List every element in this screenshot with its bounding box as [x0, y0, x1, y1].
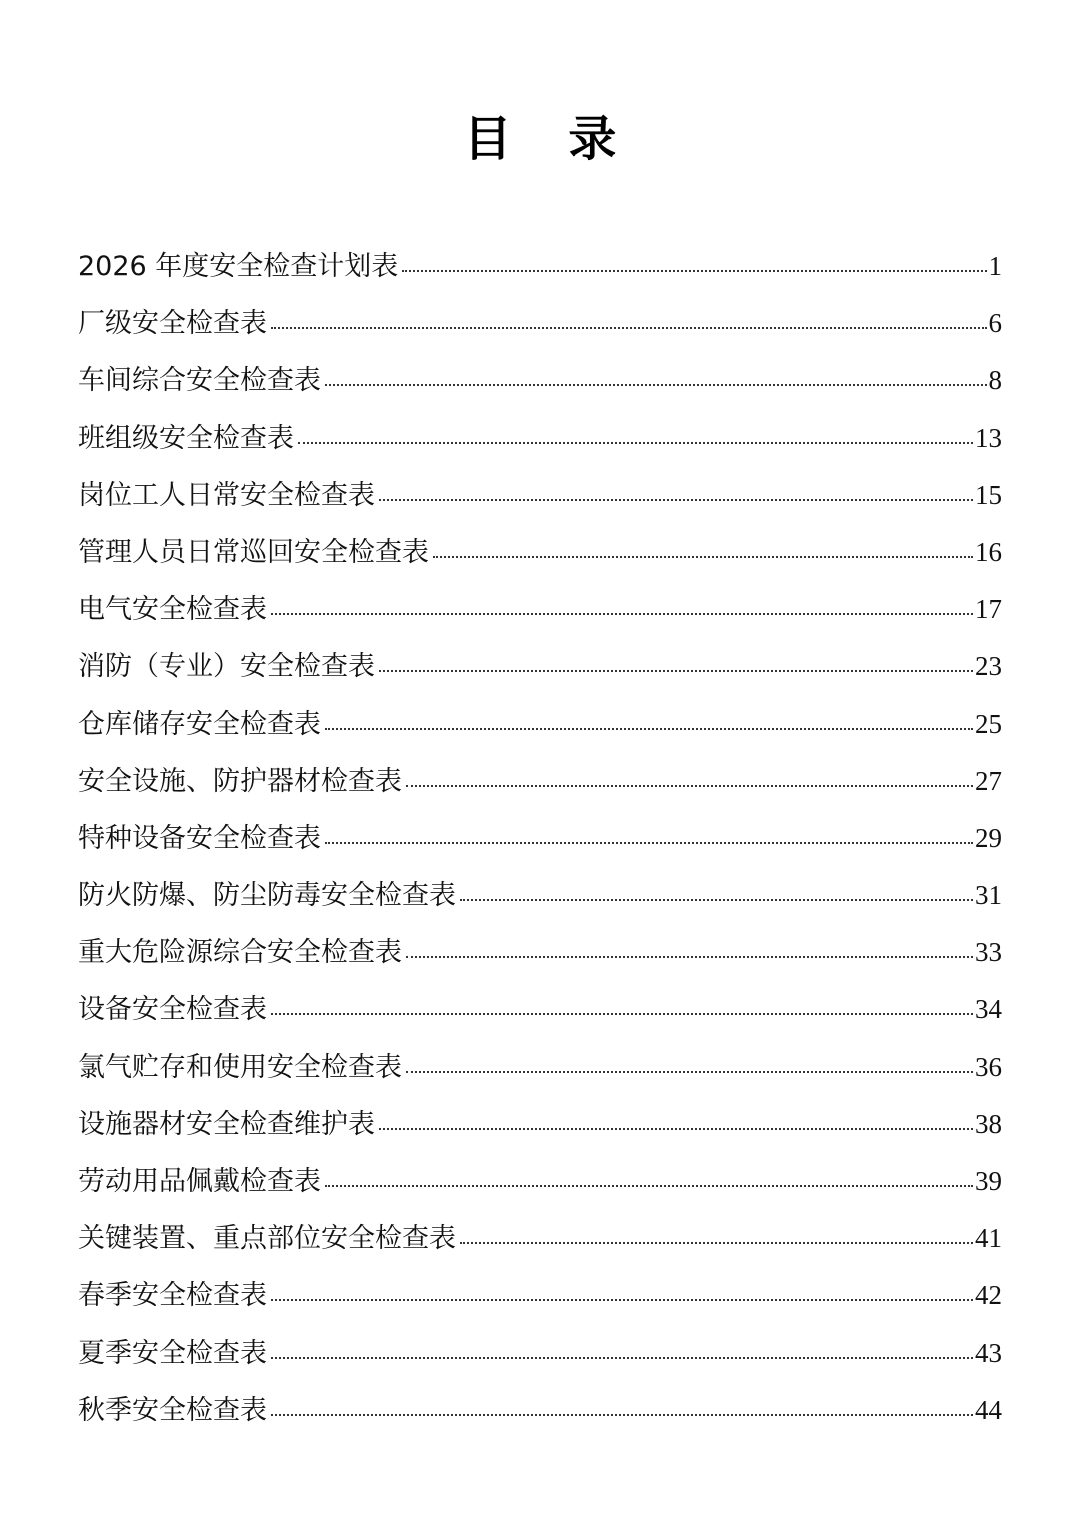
toc-dot-leader — [325, 728, 973, 730]
toc-entry[interactable] — [78, 924, 1002, 981]
toc-page-number: 29 — [975, 822, 1002, 853]
toc-entry[interactable] — [78, 467, 1002, 524]
toc-page-number: 6 — [988, 308, 1002, 339]
toc-entry-label: 仓库储存安全检查表 — [78, 708, 321, 740]
toc-page-number: 31 — [975, 880, 1002, 911]
toc-entry-label: 电气安全检查表 — [78, 594, 267, 626]
toc-entry[interactable] — [78, 238, 1002, 295]
toc-dot-leader — [406, 785, 973, 787]
toc-entry[interactable] — [78, 753, 1002, 810]
toc-dot-leader — [379, 499, 973, 501]
toc-entry[interactable] — [78, 524, 1002, 581]
toc-entry-label: 关键装置、重点部位安全检查表 — [78, 1223, 456, 1255]
toc-entry-label: 管理人员日常巡回安全检查表 — [78, 536, 429, 568]
toc-page-number: 8 — [988, 365, 1002, 396]
toc-entry-label: 氯气贮存和使用安全检查表 — [78, 1051, 402, 1083]
toc-entry-label: 安全设施、防护器材检查表 — [78, 765, 402, 797]
toc-entry[interactable] — [78, 981, 1002, 1038]
toc-page-number: 27 — [975, 765, 1002, 796]
toc-entry[interactable] — [78, 1267, 1002, 1324]
toc-dot-leader — [402, 270, 986, 272]
toc-page-number: 39 — [975, 1166, 1002, 1196]
toc-dot-leader — [325, 842, 973, 844]
toc-dot-leader — [379, 1128, 973, 1130]
toc-entry-label: 岗位工人日常安全检查表 — [78, 479, 375, 511]
toc-entry[interactable] — [78, 410, 1002, 467]
toc-entry-label: 2026 年度安全检查计划表 — [78, 251, 399, 282]
toc-entry-label: 春季安全检查表 — [78, 1280, 267, 1312]
toc-entry[interactable] — [78, 352, 1002, 409]
table-of-contents — [78, 238, 1002, 1439]
toc-page-number: 1 — [988, 251, 1002, 281]
toc-dot-leader — [379, 670, 973, 672]
toc-entry[interactable] — [78, 1325, 1002, 1382]
toc-dot-leader — [271, 613, 973, 615]
toc-entry[interactable] — [78, 295, 1002, 352]
toc-page-number: 42 — [975, 1280, 1002, 1311]
toc-entry-label: 设施器材安全检查维护表 — [78, 1108, 375, 1140]
toc-entry-label: 班组级安全检查表 — [78, 422, 294, 454]
toc-entry-label: 设备安全检查表 — [78, 994, 267, 1026]
toc-dot-leader — [406, 1071, 973, 1073]
toc-entry-label: 秋季安全检查表 — [78, 1394, 267, 1426]
toc-entry[interactable] — [78, 1210, 1002, 1267]
toc-page-number: 13 — [975, 422, 1002, 453]
toc-page-number: 44 — [975, 1394, 1002, 1425]
toc-dot-leader — [325, 384, 987, 386]
toc-entry[interactable] — [78, 810, 1002, 867]
toc-page-number: 38 — [975, 1108, 1002, 1139]
toc-entry[interactable] — [78, 1096, 1002, 1153]
toc-entry-label: 厂级安全检查表 — [78, 308, 267, 340]
toc-dot-leader — [271, 327, 987, 329]
toc-entry-label: 车间综合安全检查表 — [78, 365, 321, 397]
toc-dot-leader — [406, 956, 973, 958]
toc-page-number: 43 — [975, 1337, 1002, 1368]
toc-dot-leader — [460, 899, 973, 901]
toc-entry-label: 特种设备安全检查表 — [78, 822, 321, 854]
toc-page-number: 41 — [975, 1223, 1002, 1254]
page-title: 目 录 — [463, 111, 637, 167]
toc-dot-leader — [271, 1357, 973, 1359]
toc-dot-leader — [433, 556, 973, 558]
toc-dot-leader — [298, 442, 973, 444]
toc-entry-label: 消防（专业）安全检查表 — [78, 651, 375, 683]
toc-page-number: 25 — [975, 708, 1002, 739]
toc-dot-leader — [271, 1414, 973, 1416]
toc-entry[interactable] — [78, 638, 1002, 695]
toc-entry-label: 重大危险源综合安全检查表 — [78, 937, 402, 969]
toc-dot-leader — [271, 1013, 973, 1015]
toc-entry[interactable] — [78, 1153, 1002, 1210]
toc-page-number: 17 — [975, 594, 1002, 625]
toc-entry-label: 夏季安全检查表 — [78, 1337, 267, 1369]
toc-dot-leader — [271, 1299, 973, 1301]
toc-page-number: 36 — [975, 1051, 1002, 1082]
toc-page-number: 23 — [975, 651, 1002, 682]
toc-page-number: 33 — [975, 937, 1002, 968]
toc-dot-leader — [460, 1242, 973, 1244]
toc-page-number: 34 — [975, 994, 1002, 1025]
toc-entry[interactable] — [78, 696, 1002, 753]
toc-entry[interactable] — [78, 581, 1002, 638]
toc-entry-label: 防火防爆、防尘防毒安全检查表 — [78, 880, 456, 912]
toc-entry-label: 劳动用品佩戴检查表 — [78, 1166, 321, 1197]
toc-page-number: 15 — [975, 479, 1002, 510]
toc-entry[interactable] — [78, 1382, 1002, 1439]
toc-entry[interactable] — [78, 867, 1002, 924]
toc-entry[interactable] — [78, 1039, 1002, 1096]
toc-dot-leader — [325, 1185, 973, 1187]
toc-page-number: 16 — [975, 536, 1002, 567]
